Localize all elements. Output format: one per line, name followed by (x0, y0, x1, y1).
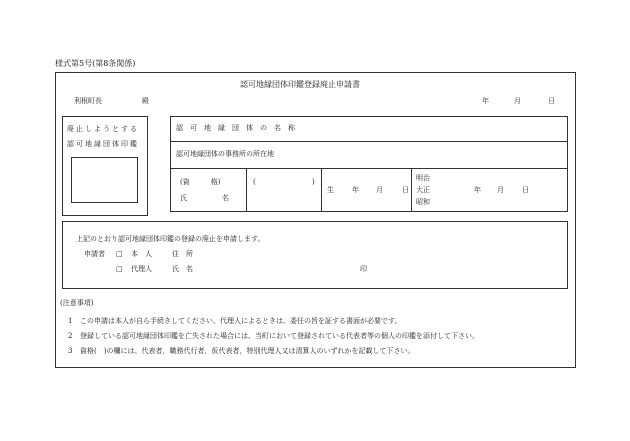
group-name-label: 認可地縁団体の名称 (176, 124, 302, 132)
birth-year: 年 (352, 186, 359, 194)
qualification-label: (資 格) (180, 178, 221, 186)
era-year: 年 (474, 186, 481, 194)
addressee: 利根町長 (74, 97, 102, 105)
note-3-text: 資格( )の欄には、代表者，職務代行者，仮代表者，特別代理人又は清算人のいずれかを記載して下さい。 (80, 347, 415, 355)
info-table-divider-2 (170, 168, 568, 169)
date-year: 年 (482, 97, 489, 105)
info-table-col-3 (411, 168, 412, 212)
applicant-name-label: 氏 名 (172, 265, 193, 273)
era-day: 日 (522, 186, 529, 194)
person-name-label: 氏 名 (180, 194, 229, 202)
self-checkbox[interactable]: □ (116, 250, 123, 258)
form-number: 様式第5号(第8条関係) (55, 59, 136, 68)
notes-header: (注意事項) (60, 299, 94, 307)
era-meiji: 明治 (416, 174, 430, 182)
birth-label: 生 (327, 186, 334, 194)
agent-checkbox[interactable]: □ (116, 265, 123, 273)
note-2-number: 2 (68, 332, 73, 340)
applicant-label: 申請者 (84, 250, 105, 258)
date-month: 月 (514, 97, 521, 105)
qualification-paren-close: ) (312, 178, 315, 186)
birth-month: 月 (376, 186, 383, 194)
applicant-address-label: 住 所 (172, 250, 193, 258)
era-taisho: 大正 (416, 186, 430, 194)
era-month: 月 (497, 186, 504, 194)
info-table-col-1 (246, 168, 247, 212)
date-day: 日 (548, 97, 555, 105)
seal-section-line1: 廃止しようとする (67, 125, 139, 133)
qualification-paren-open: ( (253, 178, 256, 186)
agent-label: 代理人 (131, 265, 152, 273)
note-2-text: 登録している認可地縁団体印鑑を亡失された場合には、当町において登録されている代表者等の個人の印鑑を添付して下さい。 (80, 332, 479, 340)
office-address-label: 認可地縁団体の事務所の所在地 (176, 150, 274, 158)
info-table-divider-1 (170, 141, 568, 142)
birth-day: 日 (402, 186, 409, 194)
form-title: 認可地縁団体印鑑登録廃止申請書 (240, 80, 360, 89)
seal-section-line2: 認可地縁団体印鑑 (67, 140, 139, 148)
self-label: 本 人 (131, 250, 152, 258)
info-table-col-2 (321, 168, 322, 212)
seal-impression-area[interactable] (71, 157, 138, 203)
honorific: 殿 (142, 97, 149, 105)
note-1-number: 1 (68, 317, 73, 325)
application-statement: 上記のとおり認可地縁団体印鑑の登録の廃止を申請します。 (76, 235, 265, 243)
era-showa: 昭和 (416, 198, 430, 206)
note-1-text: この申請は本人が自ら手続きしてください。代理人によるときは、委任の旨を証する書面が必要です。 (80, 317, 402, 325)
seal-mark: 印 (360, 265, 367, 273)
note-3-number: 3 (68, 347, 73, 355)
